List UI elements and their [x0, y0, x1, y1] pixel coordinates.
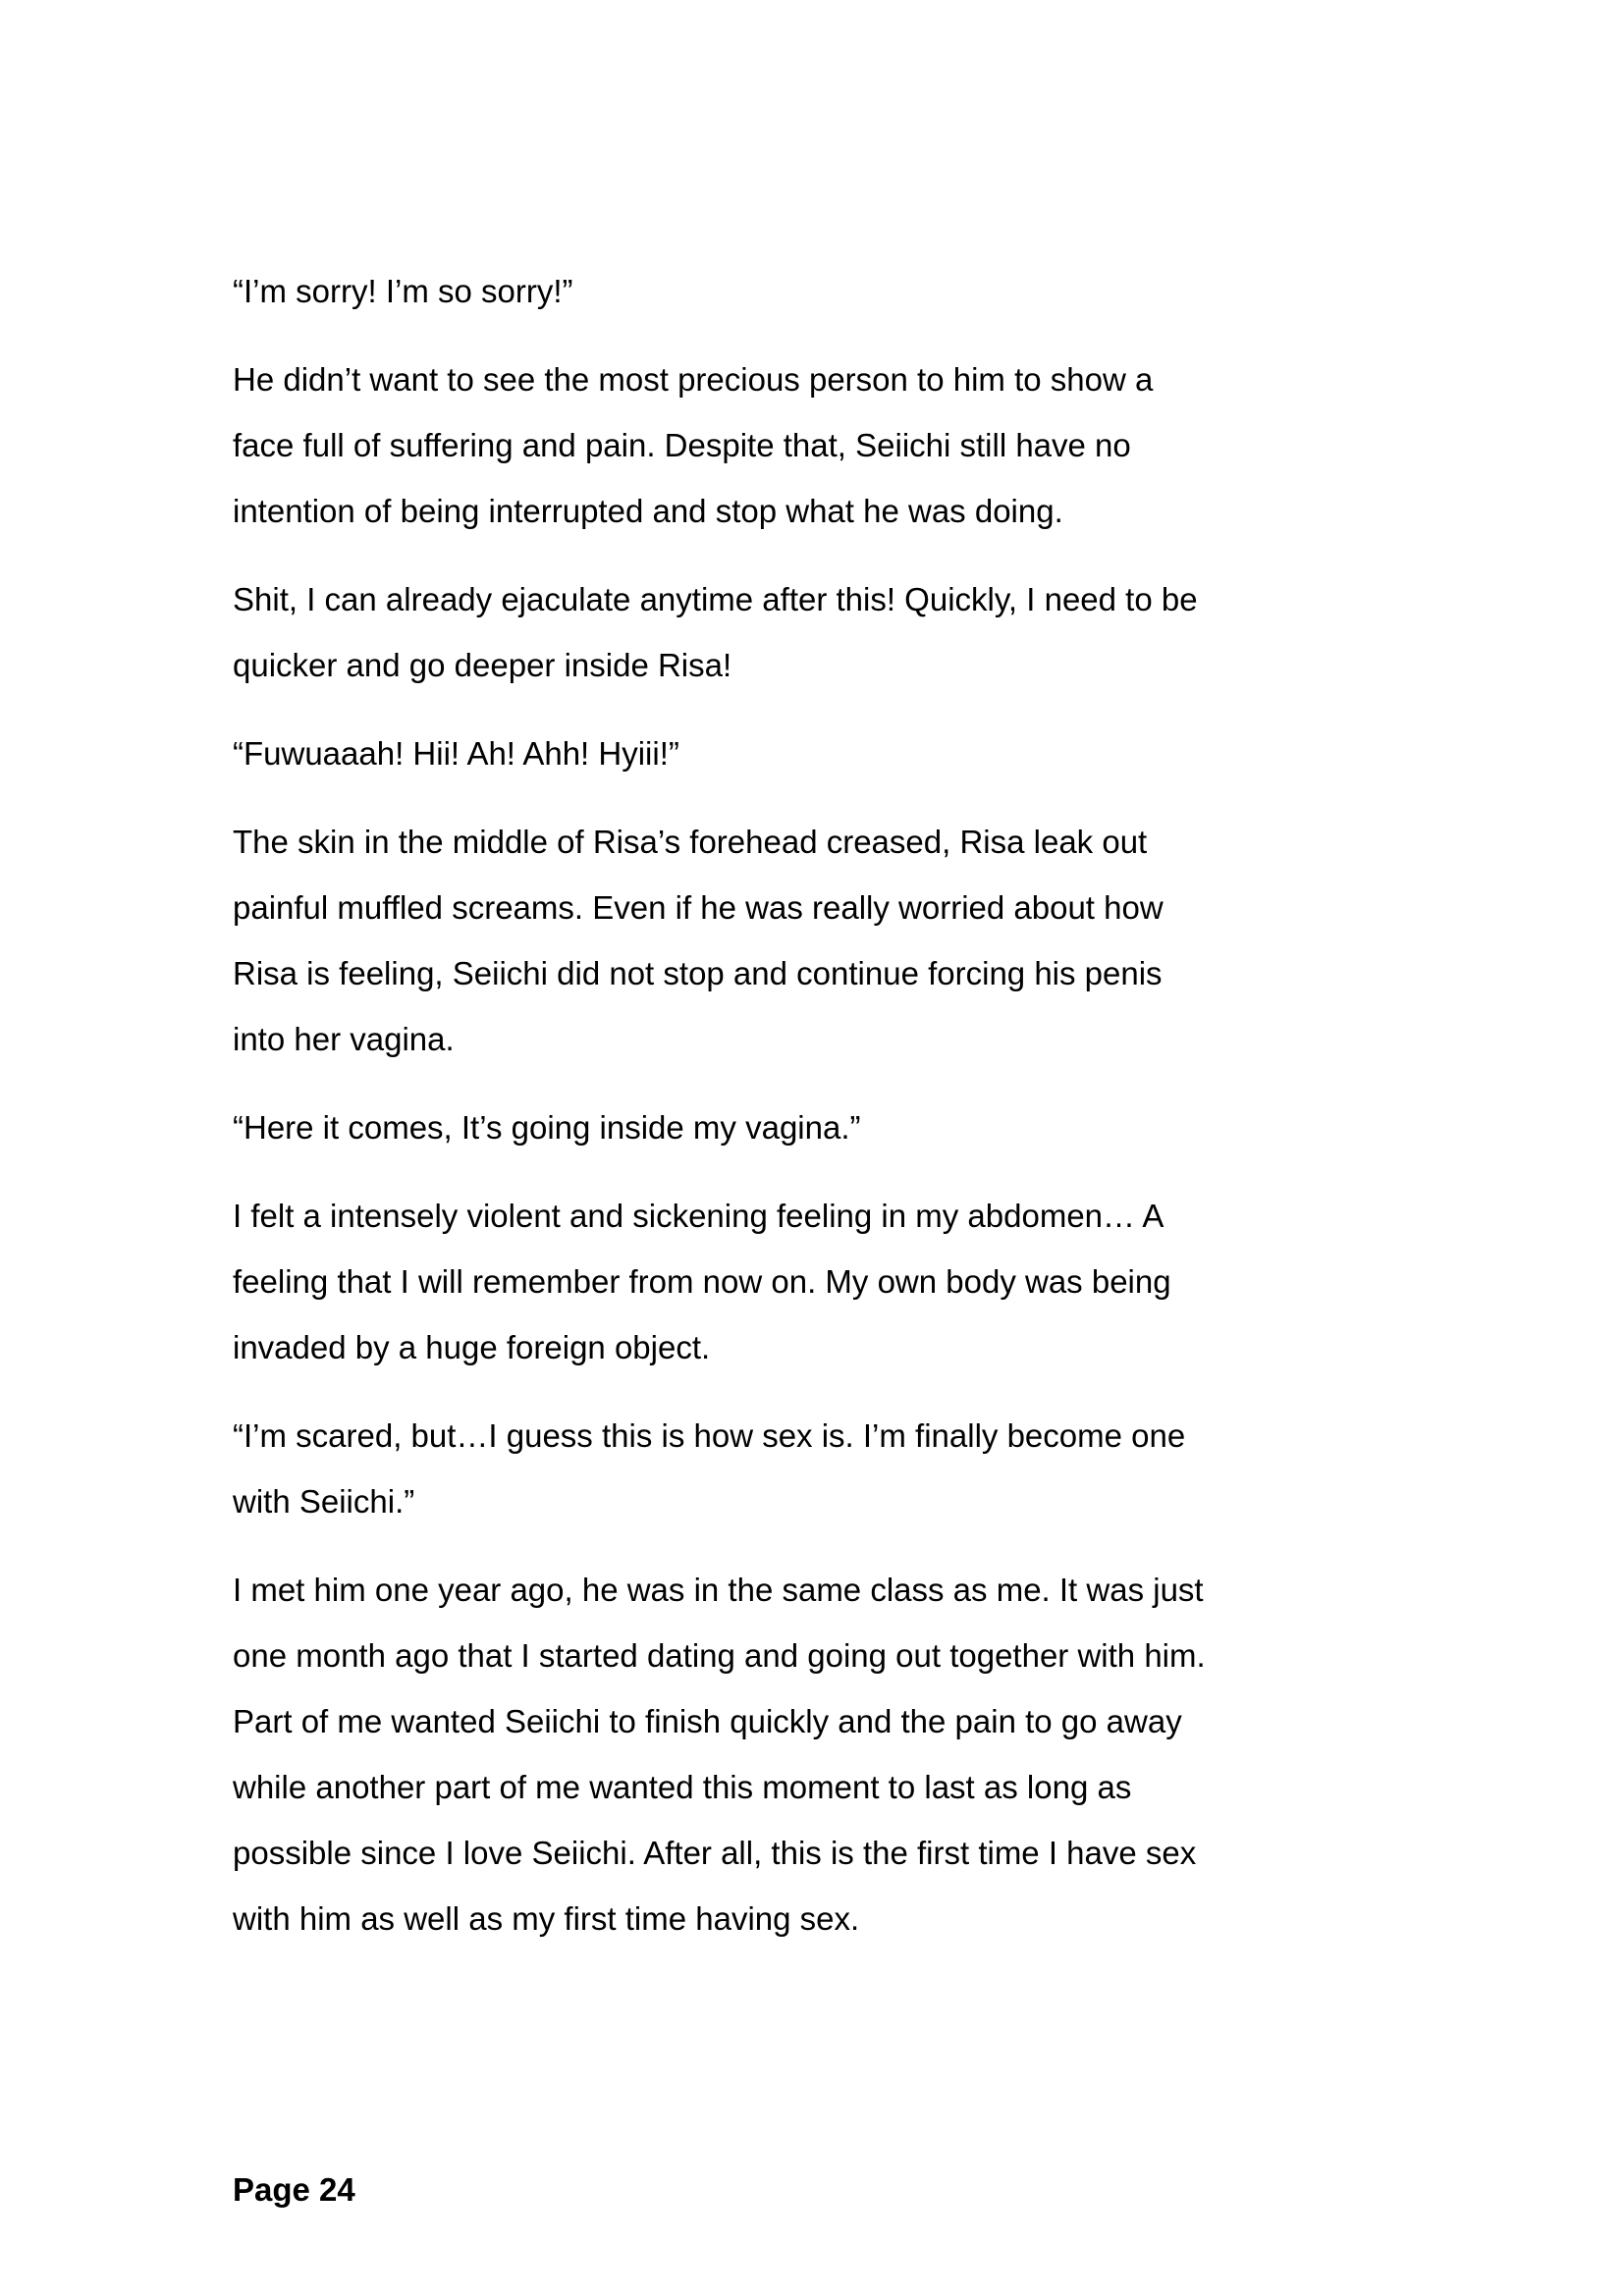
paragraph: [233, 809, 1411, 1072]
text-line: one month ago that I started dating and going out together with him.: [233, 1637, 1206, 1674]
paragraph: [233, 566, 1411, 698]
text-line: “Fuwuaaah! Hii! Ah! Ahh! Hyiii!”: [233, 735, 679, 772]
text-line: The skin in the middle of Risa’s forehead creased, Risa leak out: [233, 824, 1148, 860]
text-line: face full of suffering and pain. Despite that, Seiichi still have no: [233, 427, 1131, 463]
paragraph: [233, 1183, 1411, 1380]
text-line: “I’m scared, but…I guess this is how sex is. I’m finally become one: [233, 1417, 1186, 1454]
text-line: into her vagina.: [233, 1021, 455, 1057]
page-number: Page 24: [233, 2171, 355, 2208]
paragraph: [233, 1095, 1411, 1160]
text-line: I met him one year ago, he was in the same class as me. It was just: [233, 1572, 1204, 1608]
text-line: Part of me wanted Seiichi to finish quickly and the pain to go away: [233, 1703, 1182, 1739]
text-line: with him as well as my first time having sex.: [233, 1900, 860, 1937]
text-line: He didn’t want to see the most precious person to him to show a: [233, 361, 1154, 398]
text-line: “I’m sorry! I’m so sorry!”: [233, 273, 573, 309]
text-line: quicker and go deeper inside Risa!: [233, 647, 732, 683]
text-line: “Here it comes, It’s going inside my vagina.”: [233, 1109, 861, 1146]
paragraph: [233, 1557, 1411, 1951]
text-line: I felt a intensely violent and sickening feeling in my abdomen… A: [233, 1198, 1164, 1234]
paragraph: [233, 1403, 1411, 1534]
text-line: painful muffled screams. Even if he was really worried about how: [233, 889, 1164, 926]
text-line: feeling that I will remember from now on. My own body was being: [233, 1263, 1171, 1300]
text-line: possible since I love Seiichi. After all, this is the first time I have sex: [233, 1835, 1197, 1871]
paragraph: [233, 258, 1411, 324]
text-line: invaded by a huge foreign object.: [233, 1329, 711, 1365]
paragraph: [233, 347, 1411, 544]
text-line: Shit, I can already ejaculate anytime after this! Quickly, I need to be: [233, 581, 1198, 617]
text-line: with Seiichi.”: [233, 1483, 415, 1520]
text-line: Risa is feeling, Seiichi did not stop and continue forcing his penis: [233, 955, 1163, 991]
paragraph: [233, 721, 1411, 786]
text-line: intention of being interrupted and stop what he was doing.: [233, 493, 1063, 529]
document-body: [233, 258, 1411, 1974]
text-line: while another part of me wanted this moment to last as long as: [233, 1769, 1132, 1805]
